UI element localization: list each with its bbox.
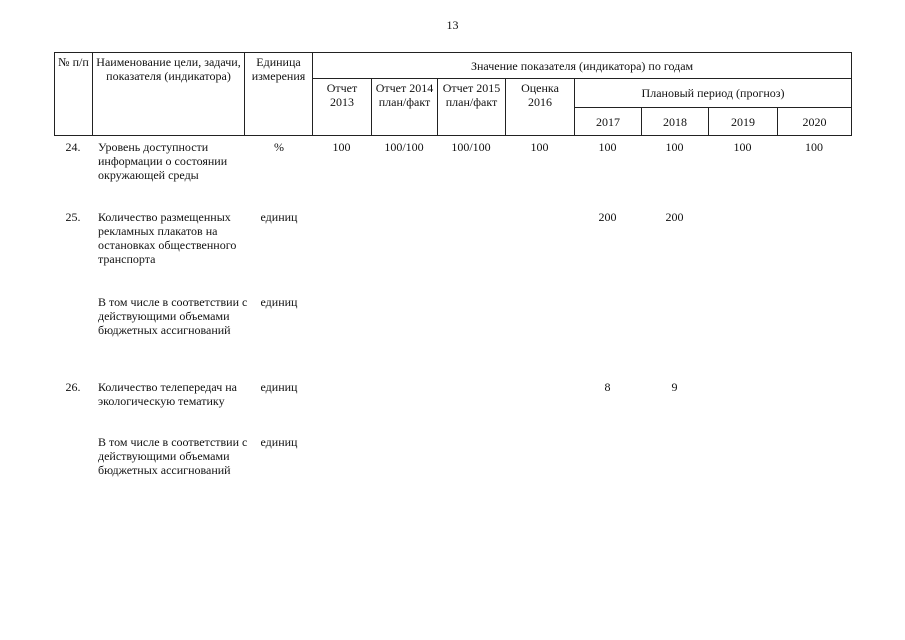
row-name: В том числе в соответствии с действующими объемами бюджетных ассигнований [98,295,248,337]
value-2017: 200 [598,210,617,224]
header-name: Наименование цели, задачи, показателя (индикатора) [93,53,245,136]
header-estimate-2016: Оценка 2016 [506,79,575,136]
header-year-2018: 2018 [642,108,709,136]
page-number: 13 [446,18,459,32]
value-2014: 100/100 [384,140,424,154]
row-number: 24. [65,140,81,154]
row-unit: единиц [260,435,298,449]
header-num: № п/п [55,53,93,136]
value-2017: 100 [598,140,617,154]
row-unit: единиц [260,295,298,309]
row-unit: единиц [260,210,298,224]
header-report-2013: Отчет 2013 [313,79,372,136]
header-report-2014: Отчет 2014 план/факт [372,79,438,136]
row-name: Количество размещенных рекламных плакатов на остановках общественного транспорта [98,210,237,266]
header-year-2020: 2020 [778,108,852,136]
header-values-group: Значение показателя (индикатора) по годам [313,53,852,79]
value-2015: 100/100 [451,140,491,154]
row-unit: единиц [260,380,298,394]
header-year-2019: 2019 [709,108,778,136]
value-2016: 100 [530,140,549,154]
value-2018: 100 [665,140,684,154]
value-2013: 100 [332,140,351,154]
row-unit: % [274,140,284,154]
value-2017: 8 [604,380,611,394]
value-2018: 200 [665,210,684,224]
header-year-2017: 2017 [575,108,642,136]
value-2020: 100 [805,140,823,154]
indicator-table-header [54,52,852,136]
row-number: 26. [65,380,81,394]
row-name: Количество телепередач на экологическую тематику [98,380,238,408]
value-2018: 9 [671,380,678,394]
row-number: 25. [65,210,81,224]
header-unit: Единица измерения [245,53,313,136]
row-name: Уровень доступности информации о состоянии окружающей среды [98,140,228,182]
value-2019: 100 [733,140,752,154]
header-plan-period: Плановый период (прогноз) [575,79,852,108]
row-name: В том числе в соответствии с действующими объемами бюджетных ассигнований [98,435,248,477]
header-report-2015: Отчет 2015 план/факт [438,79,506,136]
